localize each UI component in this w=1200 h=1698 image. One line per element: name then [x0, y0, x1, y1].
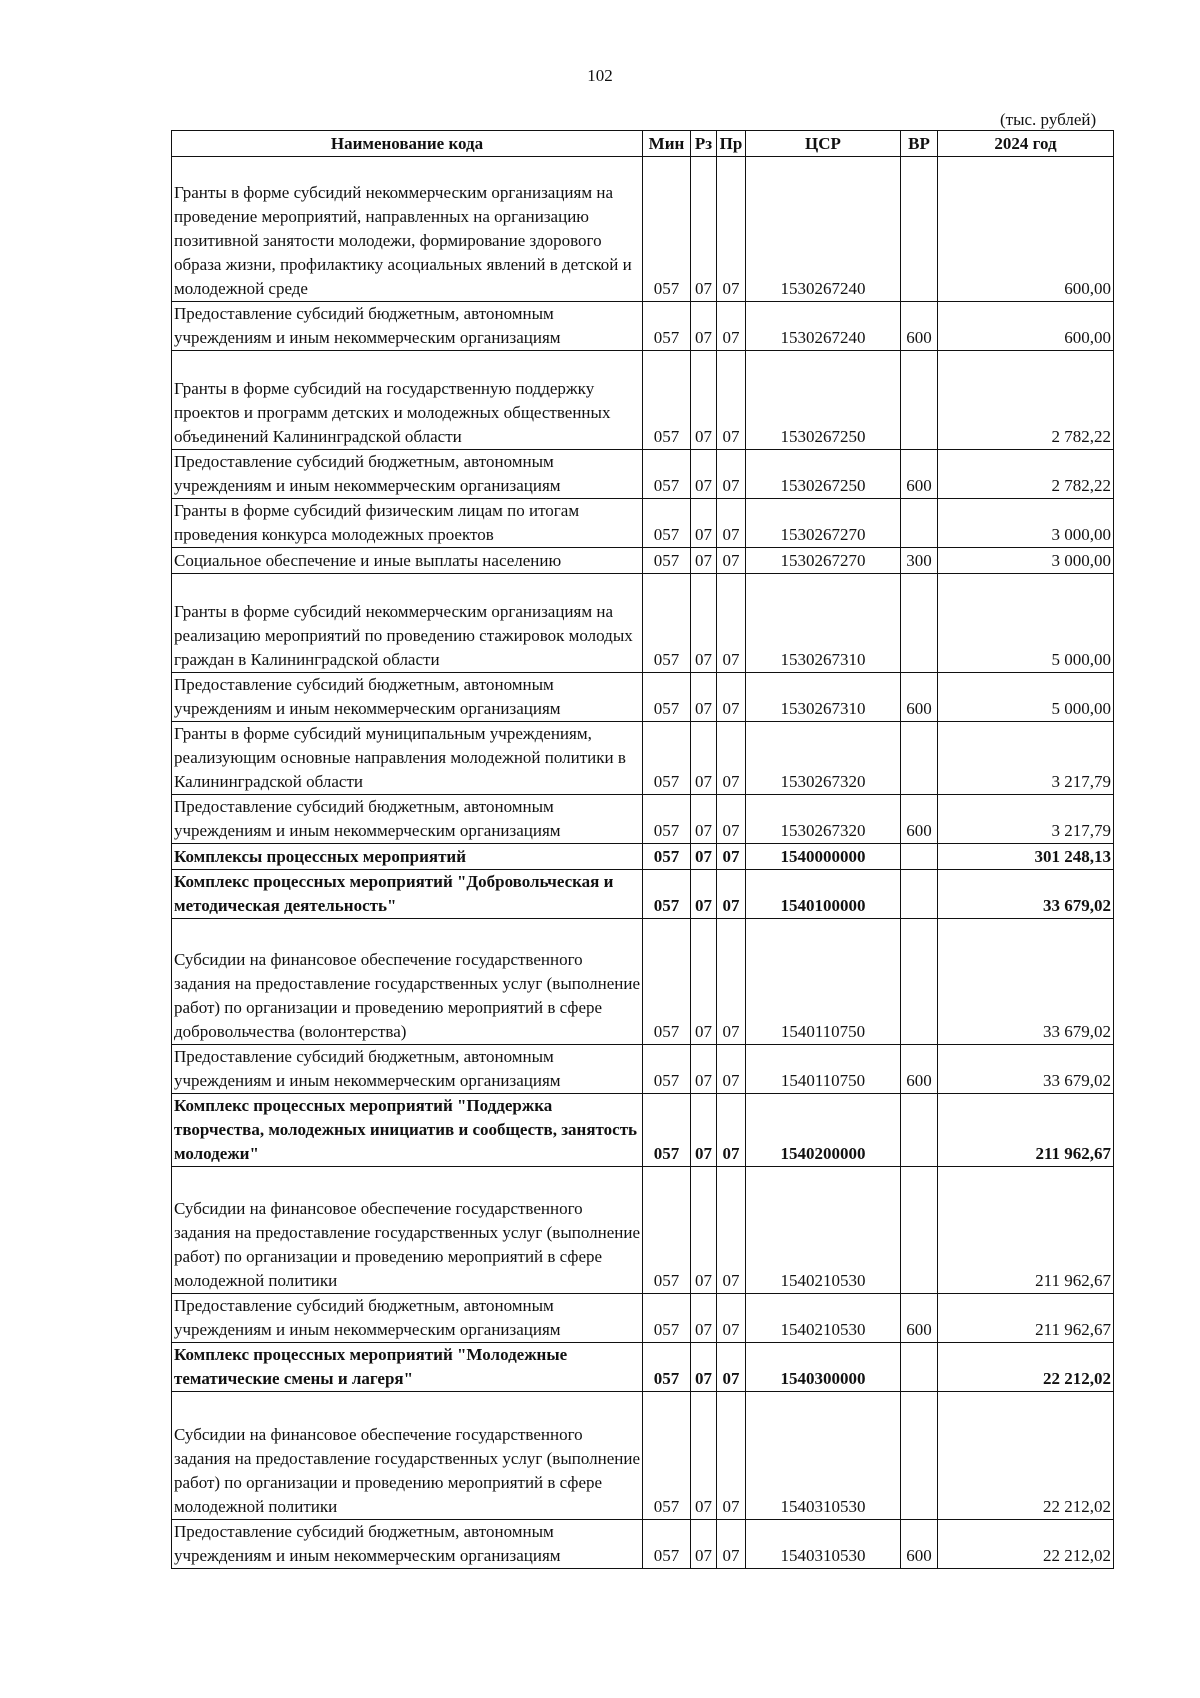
row-csr: 1530267310 — [746, 574, 901, 673]
row-min: 057 — [643, 548, 691, 574]
table-row — [172, 302, 1114, 351]
row-rz: 07 — [691, 722, 717, 795]
row-rz: 07 — [691, 1343, 717, 1392]
row-csr: 1540110750 — [746, 1045, 901, 1094]
row-amount: 211 962,67 — [938, 1294, 1114, 1343]
row-min: 057 — [643, 499, 691, 548]
row-min: 057 — [643, 450, 691, 499]
table-row — [172, 1343, 1114, 1392]
row-rz: 07 — [691, 1520, 717, 1569]
row-amount: 3 000,00 — [938, 548, 1114, 574]
row-pr: 07 — [717, 722, 746, 795]
row-vr — [901, 919, 938, 1045]
row-rz: 07 — [691, 574, 717, 673]
row-name: Предоставление субсидий бюджетным, автономным учреждениям и иным некоммерческим организациям — [172, 795, 643, 844]
row-vr — [901, 1094, 938, 1167]
row-name: Предоставление субсидий бюджетным, автономным учреждениям и иным некоммерческим организациям — [172, 1520, 643, 1569]
table-row — [172, 157, 1114, 302]
row-name: Субсидии на финансовое обеспечение государственного задания на предоставление государственных услуг (выполнение работ) по организации и проведению мероприятий в сфере добровольчества (волонтерства) — [172, 919, 643, 1045]
row-min: 057 — [643, 870, 691, 919]
row-rz: 07 — [691, 351, 717, 450]
row-rz: 07 — [691, 1167, 717, 1294]
row-vr: 600 — [901, 673, 938, 722]
row-vr — [901, 844, 938, 870]
row-csr: 1530267320 — [746, 795, 901, 844]
row-csr: 1540200000 — [746, 1094, 901, 1167]
row-rz: 07 — [691, 450, 717, 499]
row-rz: 07 — [691, 499, 717, 548]
row-rz: 07 — [691, 1094, 717, 1167]
table-row — [172, 450, 1114, 499]
row-amount: 2 782,22 — [938, 351, 1114, 450]
row-amount: 33 679,02 — [938, 919, 1114, 1045]
table-row — [172, 673, 1114, 722]
row-vr: 600 — [901, 302, 938, 351]
row-name: Предоставление субсидий бюджетным, автономным учреждениям и иным некоммерческим организациям — [172, 302, 643, 351]
row-min: 057 — [643, 1520, 691, 1569]
table-row — [172, 574, 1114, 673]
row-csr: 1530267270 — [746, 548, 901, 574]
row-csr: 1530267270 — [746, 499, 901, 548]
row-rz: 07 — [691, 844, 717, 870]
row-name: Социальное обеспечение и иные выплаты населению — [172, 548, 643, 574]
row-pr: 07 — [717, 673, 746, 722]
row-vr — [901, 351, 938, 450]
table-row — [172, 351, 1114, 450]
table-row — [172, 499, 1114, 548]
row-csr: 1530267250 — [746, 450, 901, 499]
budget-table — [171, 130, 1114, 1569]
row-name: Комплексы процессных мероприятий — [172, 844, 643, 870]
row-min: 057 — [643, 1392, 691, 1520]
row-min: 057 — [643, 919, 691, 1045]
row-name: Субсидии на финансовое обеспечение государственного задания на предоставление государственных услуг (выполнение работ) по организации и проведению мероприятий в сфере молодежной политики — [172, 1167, 643, 1294]
row-pr: 07 — [717, 870, 746, 919]
row-pr: 07 — [717, 351, 746, 450]
row-vr — [901, 870, 938, 919]
row-min: 057 — [643, 351, 691, 450]
row-rz: 07 — [691, 157, 717, 302]
row-amount: 33 679,02 — [938, 1045, 1114, 1094]
units-label: (тыс. рублей) — [1000, 110, 1097, 129]
row-csr: 1530267320 — [746, 722, 901, 795]
row-name: Субсидии на финансовое обеспечение государственного задания на предоставление государственных услуг (выполнение работ) по организации и проведению мероприятий в сфере молодежной политики — [172, 1392, 643, 1520]
table-row — [172, 1392, 1114, 1520]
header-amount: 2024 год — [938, 131, 1114, 157]
row-vr: 600 — [901, 1294, 938, 1343]
row-amount: 5 000,00 — [938, 574, 1114, 673]
row-rz: 07 — [691, 548, 717, 574]
table-row — [172, 1294, 1114, 1343]
row-vr: 600 — [901, 1045, 938, 1094]
row-amount: 2 782,22 — [938, 450, 1114, 499]
row-csr: 1540210530 — [746, 1167, 901, 1294]
row-min: 057 — [643, 157, 691, 302]
row-vr — [901, 157, 938, 302]
row-rz: 07 — [691, 1045, 717, 1094]
row-amount: 22 212,02 — [938, 1392, 1114, 1520]
row-name: Комплекс процессных мероприятий "Поддержка творчества, молодежных инициатив и сообществ, занятость молодежи" — [172, 1094, 643, 1167]
row-pr: 07 — [717, 1294, 746, 1343]
row-min: 057 — [643, 1094, 691, 1167]
row-csr: 1540310530 — [746, 1392, 901, 1520]
row-vr — [901, 1167, 938, 1294]
row-vr — [901, 722, 938, 795]
row-pr: 07 — [717, 499, 746, 548]
row-vr: 600 — [901, 1520, 938, 1569]
row-amount: 5 000,00 — [938, 673, 1114, 722]
row-pr: 07 — [717, 844, 746, 870]
row-amount: 211 962,67 — [938, 1094, 1114, 1167]
row-name: Гранты в форме субсидий некоммерческим организациям на реализацию мероприятий по проведению стажировок молодых граждан в Калининградской области — [172, 574, 643, 673]
row-min: 057 — [643, 1045, 691, 1094]
row-name: Предоставление субсидий бюджетным, автономным учреждениям и иным некоммерческим организациям — [172, 1294, 643, 1343]
row-pr: 07 — [717, 548, 746, 574]
row-pr: 07 — [717, 1094, 746, 1167]
row-rz: 07 — [691, 870, 717, 919]
page-number: 102 — [587, 66, 613, 85]
row-csr: 1530267250 — [746, 351, 901, 450]
table-row — [172, 919, 1114, 1045]
row-name: Гранты в форме субсидий на государственную поддержку проектов и программ детских и молодежных общественных объединений Калининградской области — [172, 351, 643, 450]
row-vr: 300 — [901, 548, 938, 574]
row-rz: 07 — [691, 1392, 717, 1520]
table-row — [172, 1520, 1114, 1569]
row-min: 057 — [643, 722, 691, 795]
row-rz: 07 — [691, 673, 717, 722]
row-pr: 07 — [717, 574, 746, 673]
row-pr: 07 — [717, 1167, 746, 1294]
row-csr: 1540210530 — [746, 1294, 901, 1343]
row-amount: 3 217,79 — [938, 795, 1114, 844]
row-min: 057 — [643, 302, 691, 351]
table-row — [172, 795, 1114, 844]
row-amount: 33 679,02 — [938, 870, 1114, 919]
row-name: Предоставление субсидий бюджетным, автономным учреждениям и иным некоммерческим организациям — [172, 673, 643, 722]
table-row — [172, 870, 1114, 919]
row-pr: 07 — [717, 1520, 746, 1569]
row-min: 057 — [643, 1167, 691, 1294]
row-min: 057 — [643, 1294, 691, 1343]
row-rz: 07 — [691, 302, 717, 351]
row-vr — [901, 1343, 938, 1392]
row-name: Комплекс процессных мероприятий "Молодежные тематические смены и лагеря" — [172, 1343, 643, 1392]
row-pr: 07 — [717, 1343, 746, 1392]
row-amount: 211 962,67 — [938, 1167, 1114, 1294]
row-min: 057 — [643, 673, 691, 722]
row-csr: 1540100000 — [746, 870, 901, 919]
row-pr: 07 — [717, 450, 746, 499]
row-csr: 1540310530 — [746, 1520, 901, 1569]
table-row — [172, 1045, 1114, 1094]
row-pr: 07 — [717, 157, 746, 302]
header-name: Наименование кода — [172, 131, 643, 157]
header-min: Мин — [643, 131, 691, 157]
header-csr: ЦСР — [746, 131, 901, 157]
row-vr — [901, 574, 938, 673]
table-row — [172, 844, 1114, 870]
row-pr: 07 — [717, 1045, 746, 1094]
row-vr: 600 — [901, 795, 938, 844]
header-vr: ВР — [901, 131, 938, 157]
row-min: 057 — [643, 574, 691, 673]
row-csr: 1540110750 — [746, 919, 901, 1045]
row-amount: 301 248,13 — [938, 844, 1114, 870]
header-pr: Пр — [717, 131, 746, 157]
row-name: Комплекс процессных мероприятий "Добровольческая и методическая деятельность" — [172, 870, 643, 919]
row-rz: 07 — [691, 919, 717, 1045]
row-min: 057 — [643, 795, 691, 844]
row-rz: 07 — [691, 1294, 717, 1343]
row-pr: 07 — [717, 919, 746, 1045]
row-amount: 3 000,00 — [938, 499, 1114, 548]
row-name: Гранты в форме субсидий некоммерческим организациям на проведение мероприятий, направленных на организацию позитивной занятости молодежи, формирование здорового образа жизни, профилактику асоциальных явлений в детской и молодежной среде — [172, 157, 643, 302]
row-csr: 1530267310 — [746, 673, 901, 722]
row-csr: 1540300000 — [746, 1343, 901, 1392]
table-row — [172, 1094, 1114, 1167]
row-name: Предоставление субсидий бюджетным, автономным учреждениям и иным некоммерческим организациям — [172, 1045, 643, 1094]
table-row — [172, 1167, 1114, 1294]
table-row — [172, 722, 1114, 795]
row-min: 057 — [643, 1343, 691, 1392]
row-vr — [901, 1392, 938, 1520]
row-rz: 07 — [691, 795, 717, 844]
row-pr: 07 — [717, 795, 746, 844]
row-vr — [901, 499, 938, 548]
row-pr: 07 — [717, 302, 746, 351]
row-pr: 07 — [717, 1392, 746, 1520]
row-amount: 22 212,02 — [938, 1520, 1114, 1569]
row-amount: 22 212,02 — [938, 1343, 1114, 1392]
row-min: 057 — [643, 844, 691, 870]
row-csr: 1530267240 — [746, 157, 901, 302]
row-vr: 600 — [901, 450, 938, 499]
row-name: Гранты в форме субсидий физическим лицам по итогам проведения конкурса молодежных проектов — [172, 499, 643, 548]
header-rz: Рз — [691, 131, 717, 157]
row-csr: 1540000000 — [746, 844, 901, 870]
row-name: Предоставление субсидий бюджетным, автономным учреждениям и иным некоммерческим организациям — [172, 450, 643, 499]
row-amount: 3 217,79 — [938, 722, 1114, 795]
row-csr: 1530267240 — [746, 302, 901, 351]
table-header-row — [172, 131, 1114, 157]
table-row — [172, 548, 1114, 574]
row-amount: 600,00 — [938, 157, 1114, 302]
row-name: Гранты в форме субсидий муниципальным учреждениям, реализующим основные направления молодежной политики в Калининградской области — [172, 722, 643, 795]
row-amount: 600,00 — [938, 302, 1114, 351]
